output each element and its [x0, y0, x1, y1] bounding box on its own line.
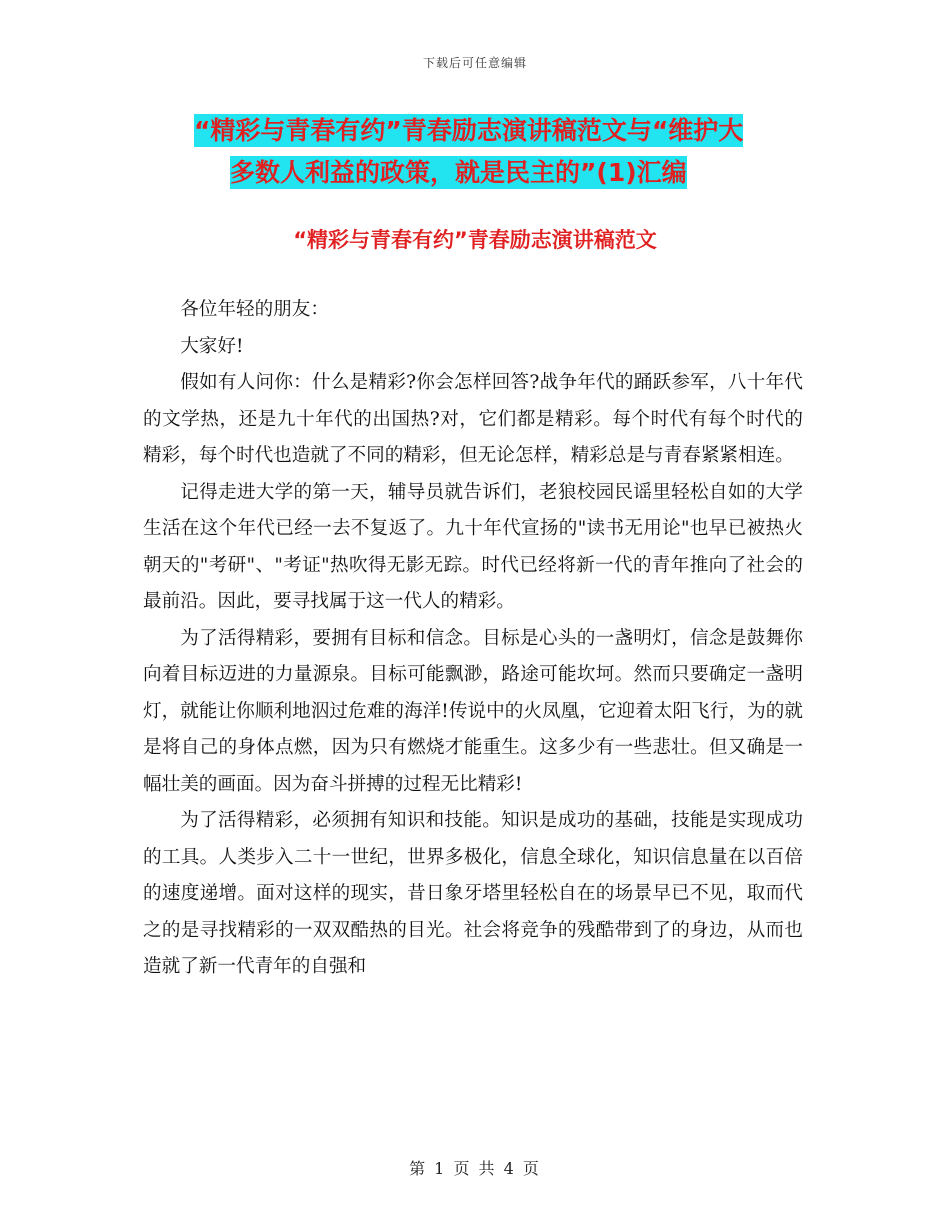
document-title	[140, 110, 820, 194]
paragraph-hello: 大家好!	[180, 335, 244, 357]
paragraph: 为了活得精彩，必须拥有知识和技能。知识是成功的基础，技能是实现成功的工具。人类步入二十一世纪，世界多极化，信息全球化，知识信息量在以百倍的速度递增。面对这样的现实，昔日象牙塔里轻松自在的场景早已不见，取而代之的是寻找精彩的一双双酷热的目光。社会将竞争的残酷带到了的身边，从而也造就了新一代青年的自强和	[143, 810, 803, 977]
paragraph: 为了活得精彩，要拥有目标和信念。目标是心头的一盏明灯，信念是鼓舞你向着目标迈进的力量源泉。目标可能飘渺，路途可能坎坷。然而只要确定一盏明灯，就能让你顺利地泅过危难的海洋!传说中的火凤凰，它迎着太阳飞行，为的就是将自己的身体点燃，因为只有燃烧才能重生。这多少有一些悲壮。但又确是一幅壮美的画面。因为奋斗拼搏的过程无比精彩!	[143, 627, 803, 795]
title-highlight-2: 多数人利益的政策，就是民主的”(1)汇编	[230, 158, 687, 187]
header-note: 下载后可任意编辑	[422, 56, 527, 70]
page-footer: 第 1 页 共 4 页	[409, 1159, 541, 1178]
paragraph: 记得走进大学的第一天，辅导员就告诉们，老狼校园民谣里轻松自如的大学生活在这个年代已经一去不复返了。九十年代宣扬的"读书无用论"也早已被热火朝天的"考研"、"考证"热吹得无影无踪。时代已经将新一代的青年推向了社会的最前沿。因此，要寻找属于这一代人的精彩。	[143, 481, 803, 612]
section-title: “精彩与青春有约”青春励志演讲稿范文	[293, 228, 657, 252]
document-title-line-1	[140, 110, 820, 152]
paragraph: 假如有人问你：什么是精彩?你会怎样回答?战争年代的踊跃参军，八十年代的文学热，还是九十年代的出国热?对，它们都是精彩。每个时代有每个时代的精彩，每个时代也造就了不同的精彩，但无论怎样，精彩总是与青春紧紧相连。	[143, 372, 803, 466]
title-highlight-1: “精彩与青春有约”青春励志演讲稿范文与“维护大	[194, 116, 744, 145]
paragraph-greeting: 各位年轻的朋友：	[180, 299, 329, 320]
document-title-line-2	[140, 152, 820, 194]
body-text	[143, 292, 803, 986]
